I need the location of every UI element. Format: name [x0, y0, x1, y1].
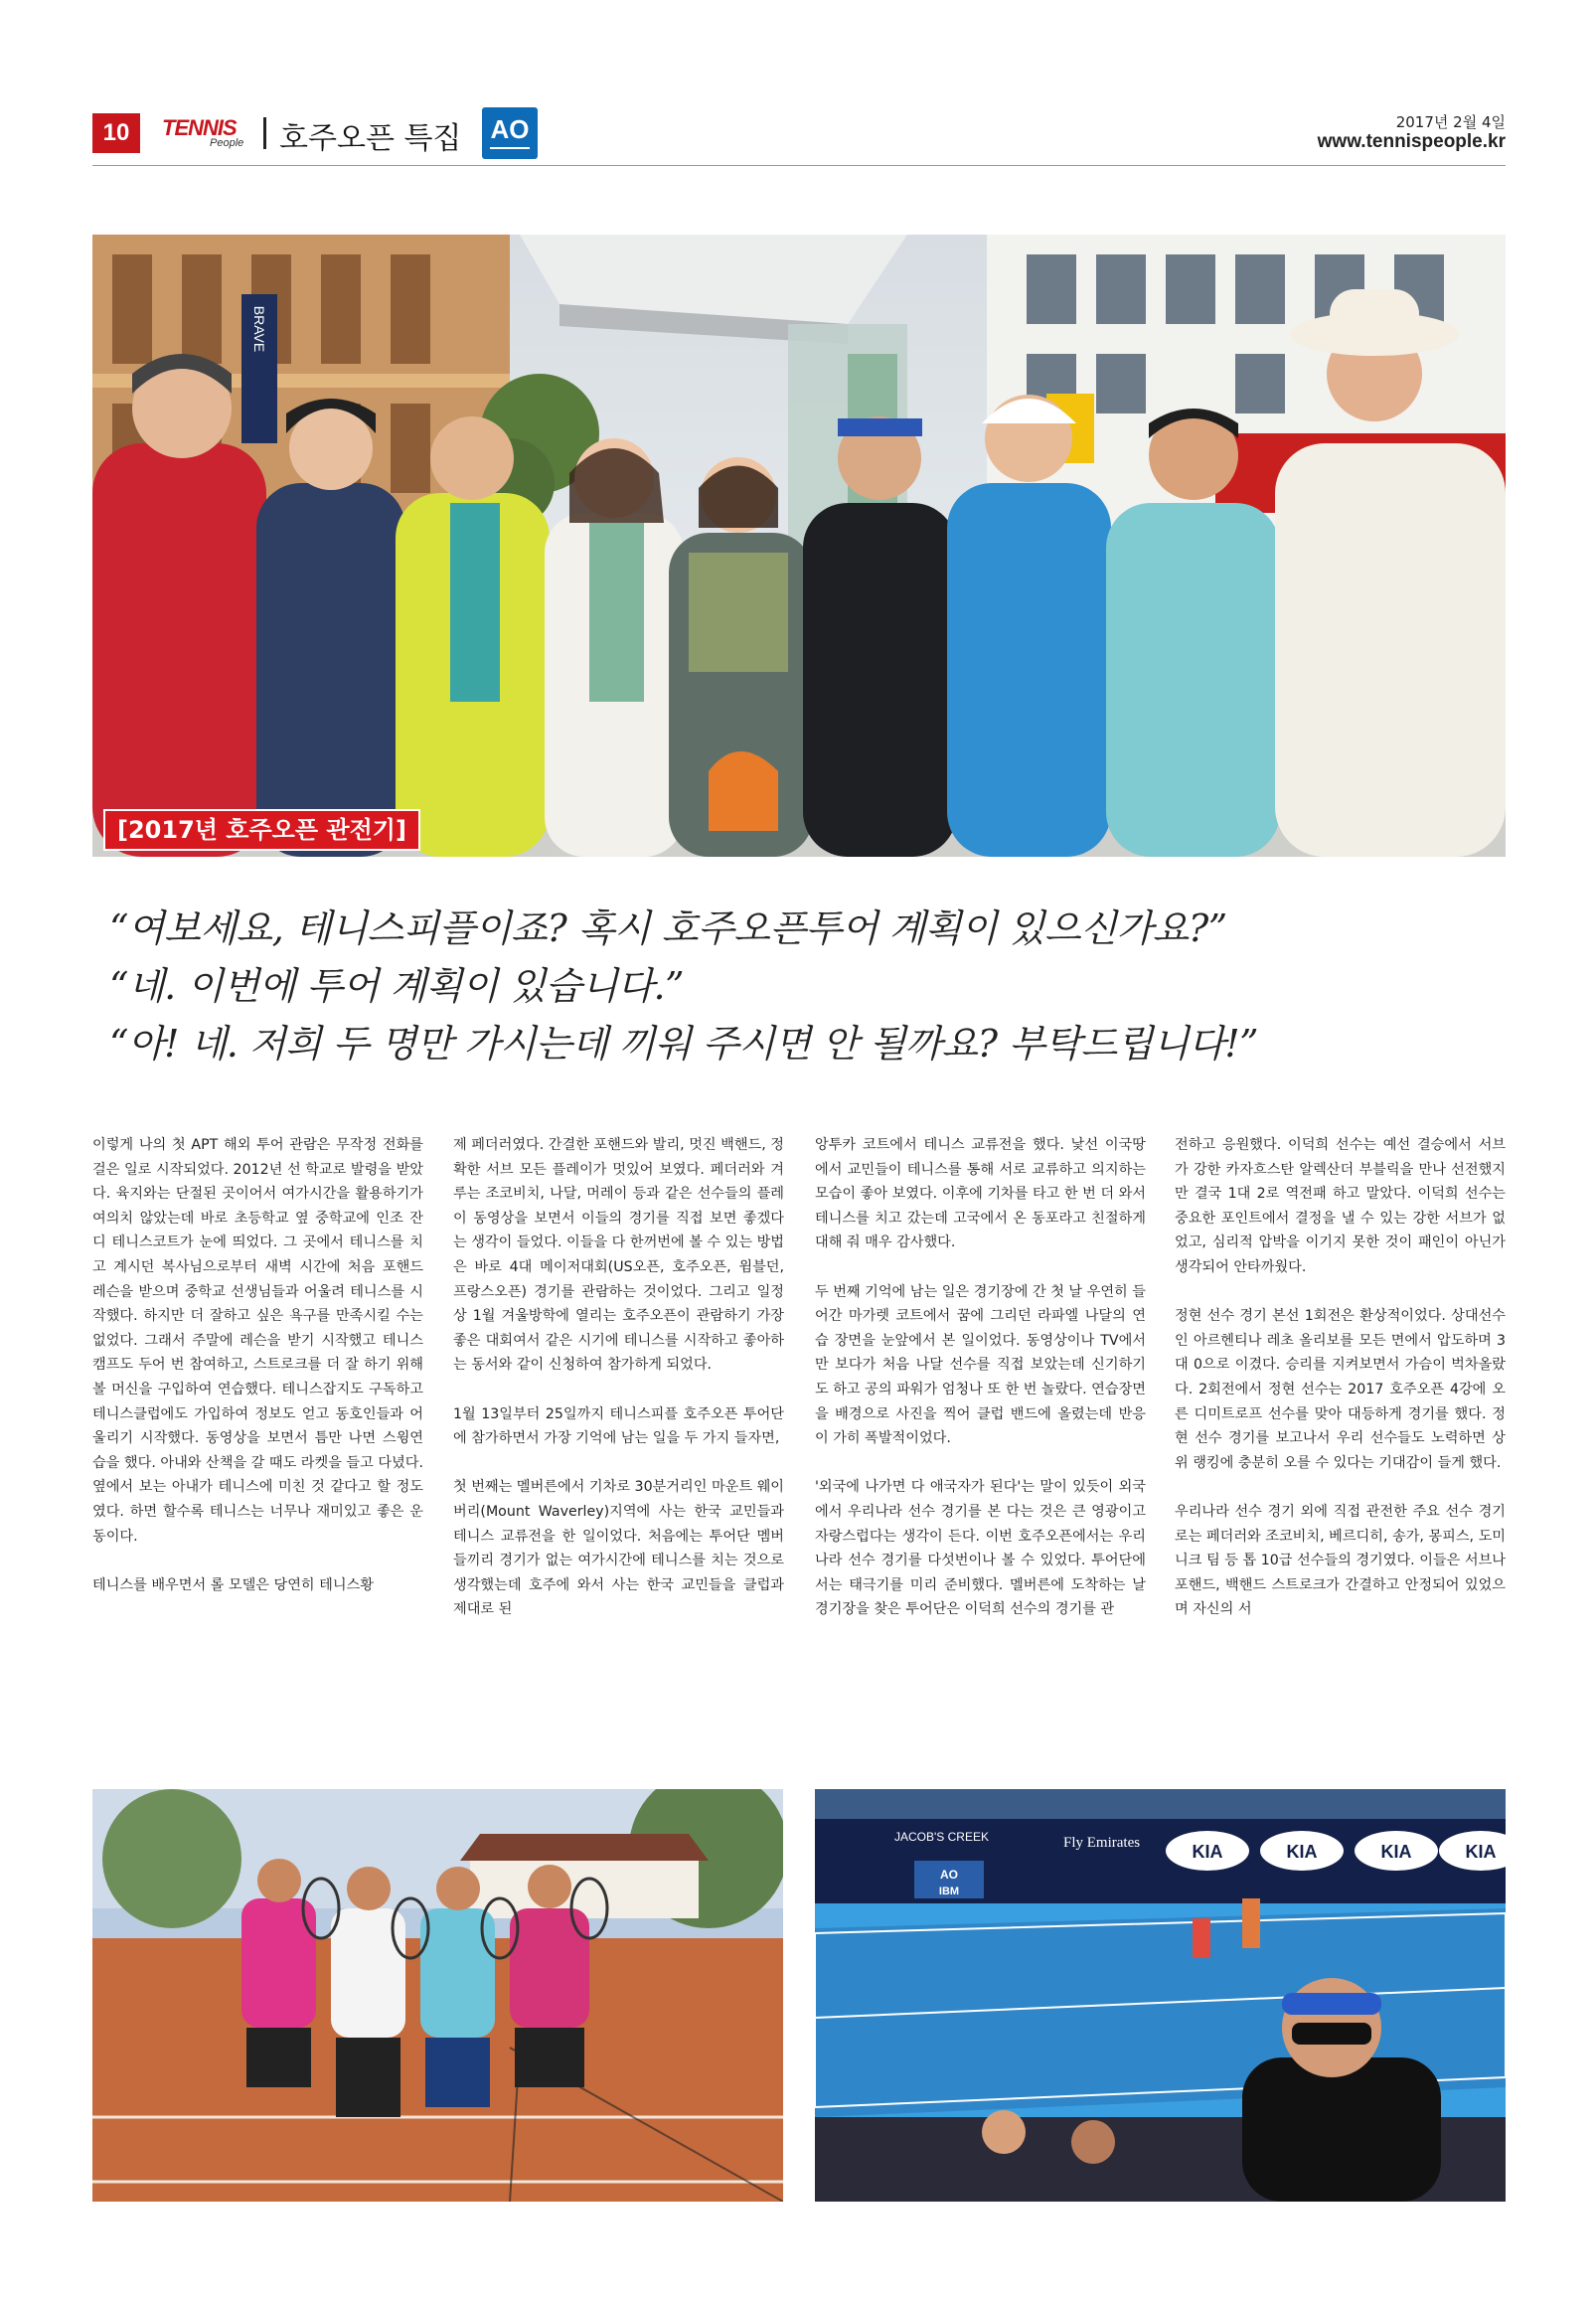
paragraph: 정현 선수 경기 본선 1회전은 환상적이었다. 상대선수인 아르헨티나 레초 올리보를 모든 면에서 압도하며 3대 0으로 이겼다. 승리를 지켜보면서 가슴이 벅차올랐다. 2회전에서 정현 선수는 2017 호주오픈 4강에 오른 디미트로프 선수를 맞아 대등하게 경기를 했다. 정현 선수 경기를 보고나서 우리 선수들도 노력하면 상위 랭킹에 충분히 오를 수 있다는 기대감이 들게 했다.: [1175, 1308, 1506, 1471]
australian-open-court-photo: [815, 1789, 1506, 2202]
paragraph: 첫 번째는 멜버른에서 기차로 30분거리인 마운트 웨이버리(Mount Waverley)지역에 사는 한국 교민들과 테니스 교류전을 한 일이었다. 처음에는 투어단 멤버들끼리 경기가 없는 여가시간에 테니스를 치는 것으로 생각했는데 호주에 와서 사는 한국 교민들을 클럽과 제대로 된: [453, 1479, 784, 1618]
article-column-1: [92, 1133, 423, 1749]
paragraph: 전하고 응원했다. 이덕희 선수는 예선 결승에서 서브가 강한 카자흐스탄 알렉산더 부블릭을 만나 선전했지만 결국 1대 2로 역전패 하고 말았다. 이덕희 선수는 중요한 포인트에서 결정을 낼 수 있는 강한 서브가 없었고, 심리적 압박을 이기지 못한 것이 패인이 아닌가 생각되어 안타까웠다.: [1175, 1137, 1506, 1275]
group-photo: [92, 235, 1506, 857]
page-number: 10: [92, 113, 140, 153]
paragraph: 이렇게 나의 첫 APT 해외 투어 관람은 무작정 전화를 걸은 일로 시작되었다. 2012년 선 학교로 발령을 받았다. 육지와는 단절된 곳이어서 여가시간을 활용하기가 여의치 않았는데 바로 초등학교 옆 중학교에 인조 잔디 테니스코트가 눈에 띄었다. 그 곳에서 테니스를 치고 계시던 복사님으로부터 새벽 시간에 처음 포핸드 레슨을 받으며 중학교 선생님들과 어울려 테니스를 시작했다. 하지만 더 잘하고 싶은 욕구를 만족시킬 수는 없었다. 그래서 주말에 레슨을 받기 시작했고 테니스 캠프도 두어 번 참여하고, 스트로크를 더 잘 하기 위해 볼 머신을 구입하여 연습했다. 테니스잡지도 구독하고 테니스클럽에도 가입하여 정보도 얻고 동호인들과 어울리기 시작했다. 동영상을 보면서 틈만 나면 스윙연습을 했다. 아내와 산책을 갈 때도 라켓을 들고 다녔다. 옆에서 보는 아내가 테니스에 미친 것 같다고 할 정도였다. 하면 할수록 테니스는 너무나 재미있고 좋은 운동이다.: [92, 1137, 423, 1545]
website-link[interactable]: www.tennispeople.kr: [1317, 131, 1506, 152]
ao-badge-text: AO: [490, 114, 530, 144]
header-rule: [92, 165, 1506, 166]
brave-sign: BRAVE: [251, 305, 267, 353]
quote-line-3: “아! 네. 저희 두 명만 가시는데 끼워 주시면 안 될까요? 부탁드립니다!”: [109, 1022, 1259, 1066]
clay-court-photo: [92, 1789, 783, 2202]
photo-caption: [2017년 호주오픈 관전기]: [103, 809, 420, 851]
ao-court-sign: AO: [940, 1868, 958, 1882]
quote-line-2: “네. 이번에 투어 계획이 있습니다.”: [109, 964, 685, 1008]
kia-banner-4: KIA: [1465, 1842, 1497, 1862]
article-column-4: [1175, 1133, 1506, 1749]
section-title: 호주오픈 특집: [279, 121, 462, 156]
paragraph: 1월 13일부터 25일까지 테니스피플 호주오픈 투어단에 참가하면서 가장 기억에 남는 일을 두 가지 들자면,: [453, 1405, 784, 1447]
tennis-people-logo: [162, 115, 249, 153]
paragraph: '외국에 나가면 다 애국자가 된다'는 말이 있듯이 외국에서 우리나라 선수 경기를 본 다는 것은 큰 영광이고 자랑스럽다는 생각이 든다. 이번 호주오픈에서는 우리나라 선수 경기를 다섯번이나 볼 수 있었다. 투어단에서는 태극기를 미리 준비했다. 멜버른에 도착하는 날 경기장을 찾은 투어단은 이덕희 선수의 경기를 관: [815, 1479, 1146, 1618]
kia-banner-1: KIA: [1192, 1842, 1223, 1862]
article-column-3: [815, 1133, 1146, 1749]
ao-logo: [482, 107, 538, 159]
pull-quotes: [109, 900, 1501, 1072]
quote-line-1: “여보세요, 테니스피플이죠? 혹시 호주오픈투어 계획이 있으신가요?”: [109, 906, 1227, 950]
banner-emirates: Fly Emirates: [1063, 1835, 1141, 1851]
paragraph: 앙투카 코트에서 테니스 교류전을 했다. 낯선 이국땅에서 교민들이 테니스를 통해 서로 교류하고 의지하는 모습이 좋아 보였다. 이후에 기차를 타고 한 번 더 와서 테니스를 치고 갔는데 고국에서 온 동포라고 친절하게 대해 줘 매우 감사했다.: [815, 1137, 1146, 1251]
logo-subtext: People: [210, 137, 244, 149]
banner-jacobs-creek: JACOB'S CREEK: [894, 1830, 989, 1844]
kia-banner-2: KIA: [1286, 1842, 1318, 1862]
logo-text: TENNIS: [162, 115, 237, 140]
paragraph: 제 페더러였다. 간결한 포핸드와 발리, 멋진 백핸드, 정확한 서브 모든 플레이가 멋있어 보였다. 페더러와 겨루는 조코비치, 나달, 머레이 등과 같은 선수들의 플레이 동영상을 보면서 이들의 경기를 직접 보면 좋겠다는 생각이 들었다. 이들을 다 한꺼번에 볼 수 있는 방법은 바로 4대 메이저대회(US오픈, 호주오픈, 윔블던, 프랑스오픈) 경기를 관람하는 것이었다. 그리고 일정상 1월 겨울방학에 열리는 호주오픈이 관람하기 가장 좋은 대회여서 같은 시기에 테니스를 시작하고 좋아하는 동서와 같이 신청하여 참가하게 되었다.: [453, 1137, 784, 1374]
kia-banner-3: KIA: [1380, 1842, 1412, 1862]
issue-date: 2017년 2월 4일: [1395, 113, 1506, 131]
header-divider: [263, 117, 266, 149]
article-column-2: [453, 1133, 784, 1749]
paragraph: 두 번째 기억에 남는 일은 경기장에 간 첫 날 우연히 들어간 마가렛 코트에서 꿈에 그리던 라파엘 나달의 연습 장면을 눈앞에서 본 일이었다. 동영상이나 TV에서만 보다가 처음 나달 선수를 직접 보았는데 신기하기도 하고 공의 파워가 엄청나 또 한 번 놀랐다. 연습장면을 배경으로 사진을 찍어 클럽 밴드에 올렸는데 반응이 가히 폭발적이었다.: [815, 1283, 1146, 1447]
page-header: [92, 107, 1506, 167]
paragraph: 테니스를 배우면서 롤 모델은 당연히 테니스황: [92, 1576, 374, 1593]
ibm-sign: IBM: [938, 1886, 960, 1897]
paragraph: 우리나라 선수 경기 외에 직접 관전한 주요 선수 경기로는 페더러와 조코비치, 베르디히, 송가, 몽피스, 도미니크 팀 등 톱 10급 선수들의 경기였다. 이들은 서브나 포핸드, 백핸드 스트로크가 간결하고 안정되어 있었으며 자신의 서: [1175, 1503, 1506, 1618]
